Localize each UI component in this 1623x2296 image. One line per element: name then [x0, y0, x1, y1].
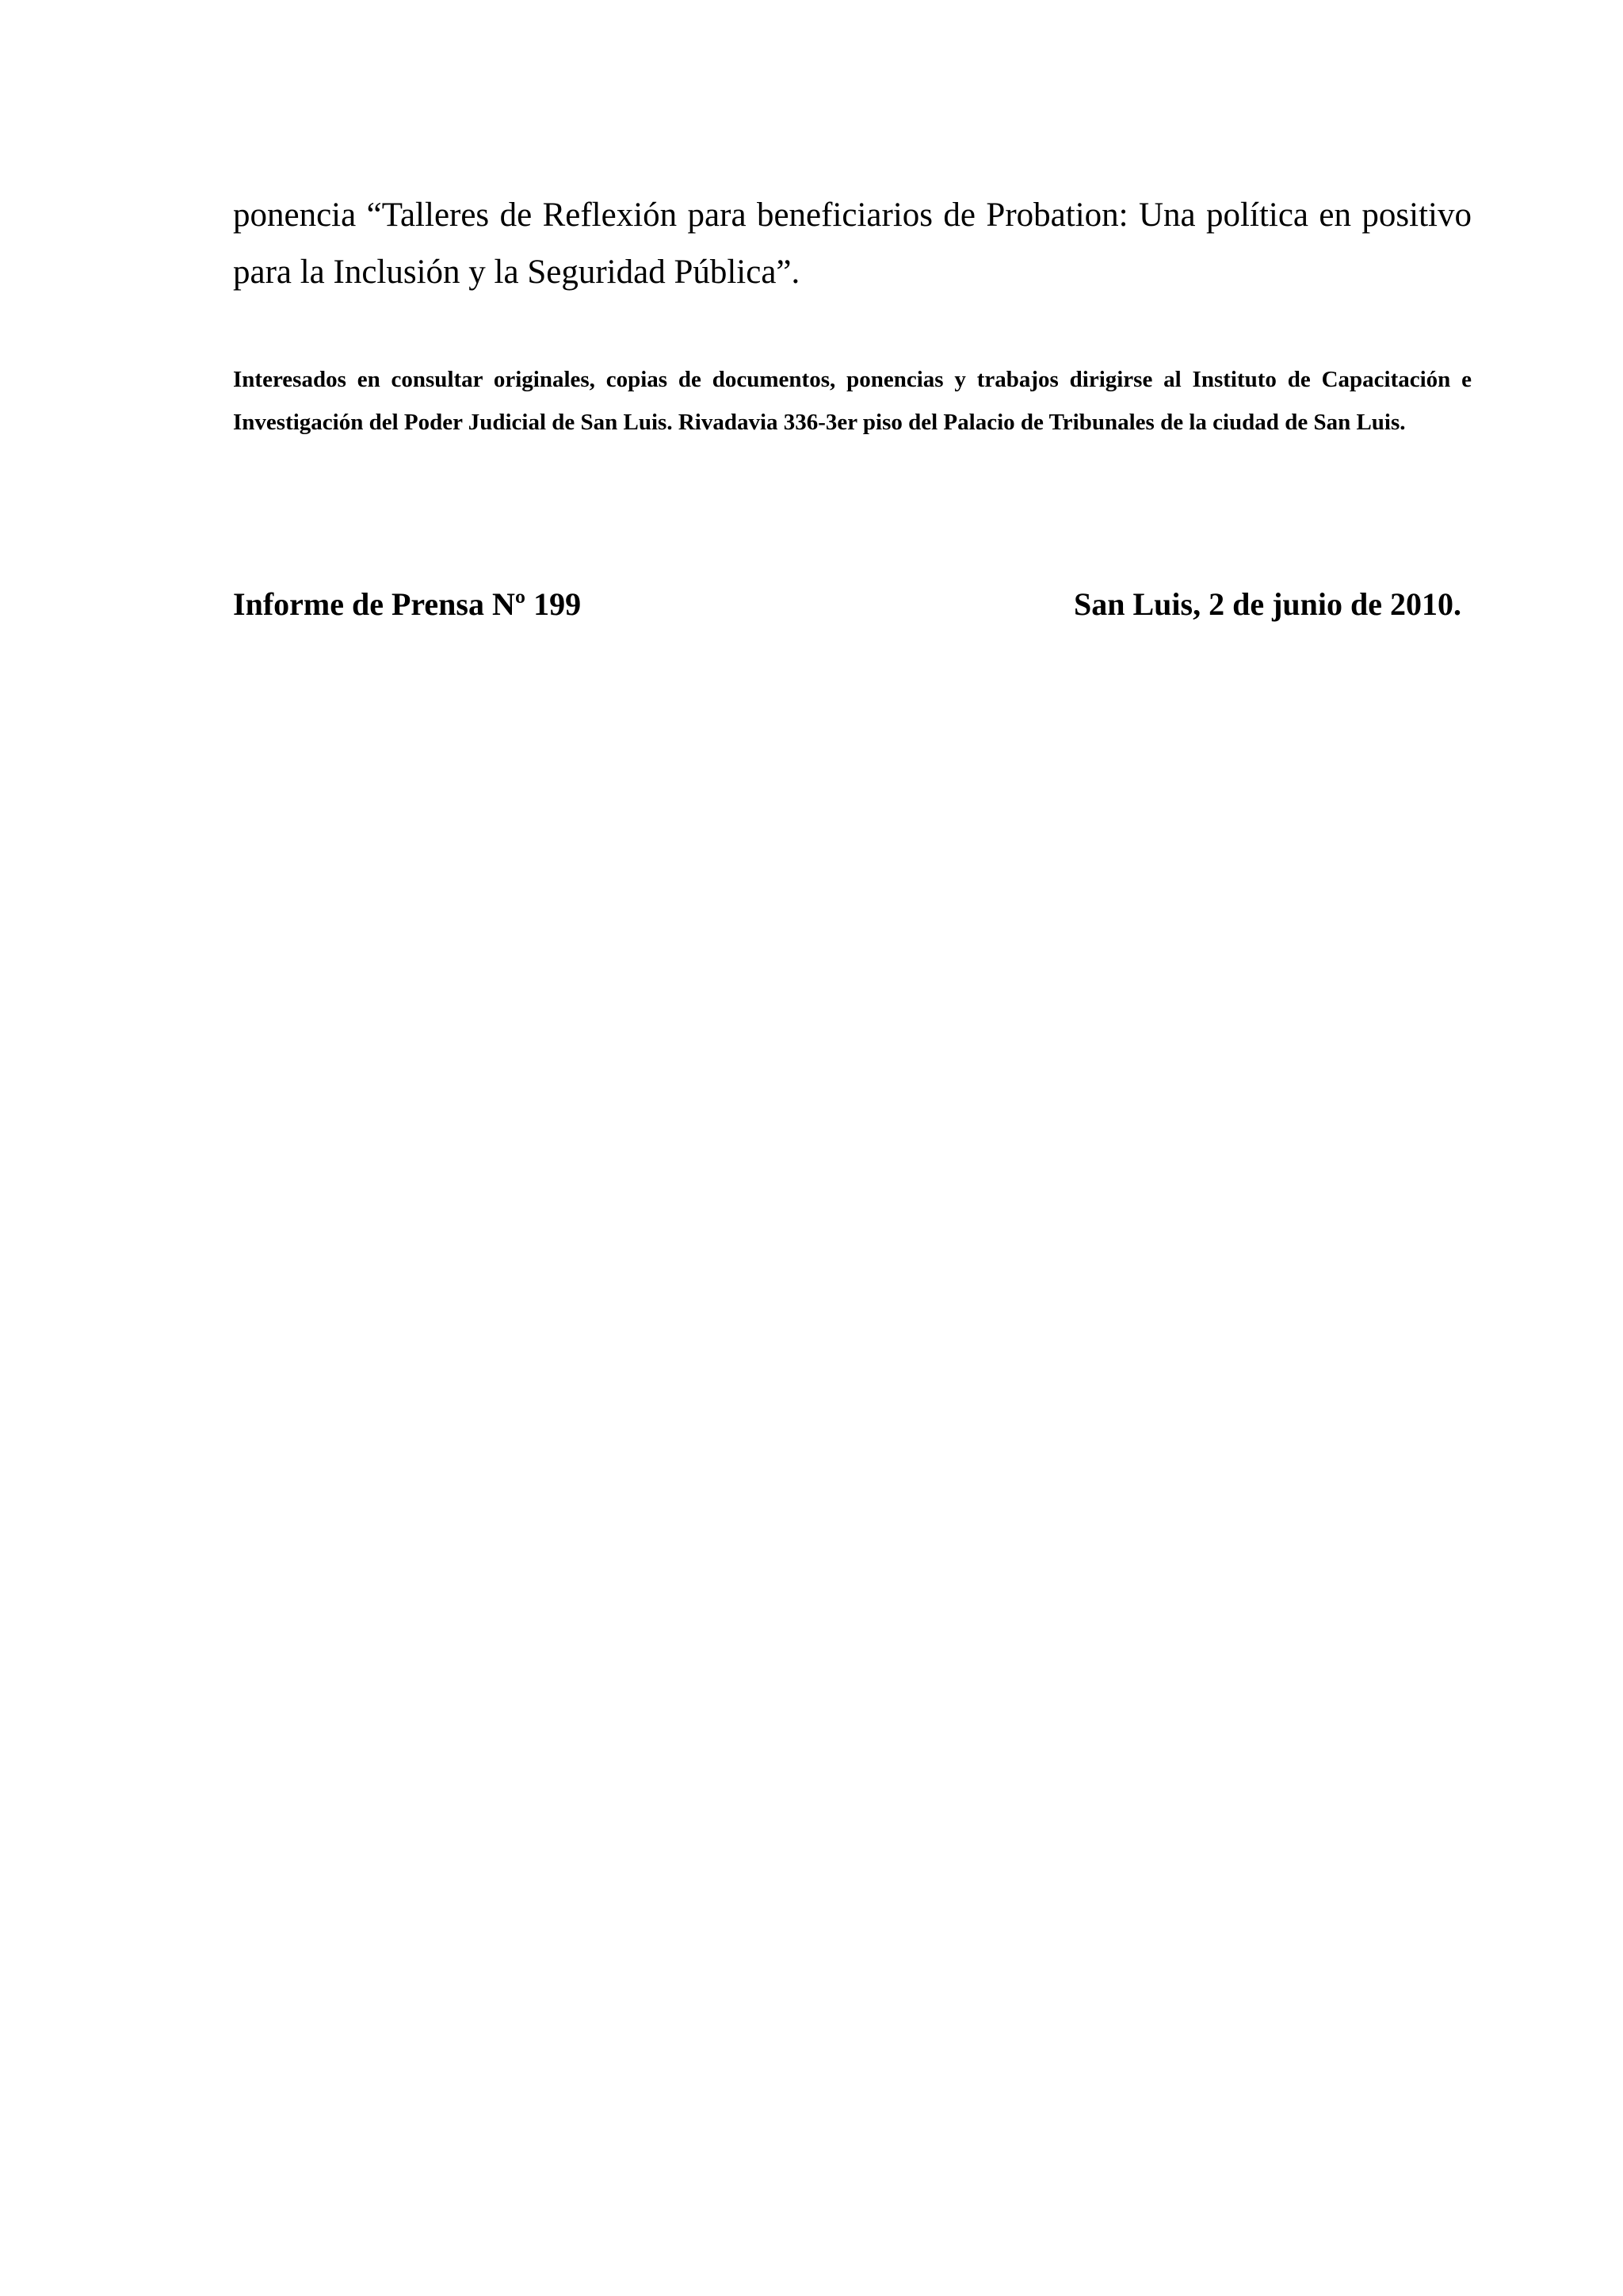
- body-paragraph: ponencia “Talleres de Reflexión para beneficiarios de Probation: Una política en positivo para la Inclusión y la Seguridad Pública”.: [233, 196, 1472, 291]
- press-report-number: Informe de Prensa Nº 199: [233, 586, 582, 622]
- press-report-footer: [233, 585, 1461, 624]
- place-date: San Luis, 2 de junio de 2010.: [1073, 586, 1461, 622]
- contact-notice: Interesados en consultar originales, copias de documentos, ponencias y trabajos dirigirse al Instituto de Capacitación e Investigación del Poder Judicial de San Luis. Rivadavia 336-3er piso del Palacio de Tribunales de la ciudad de San Luis.: [233, 367, 1472, 435]
